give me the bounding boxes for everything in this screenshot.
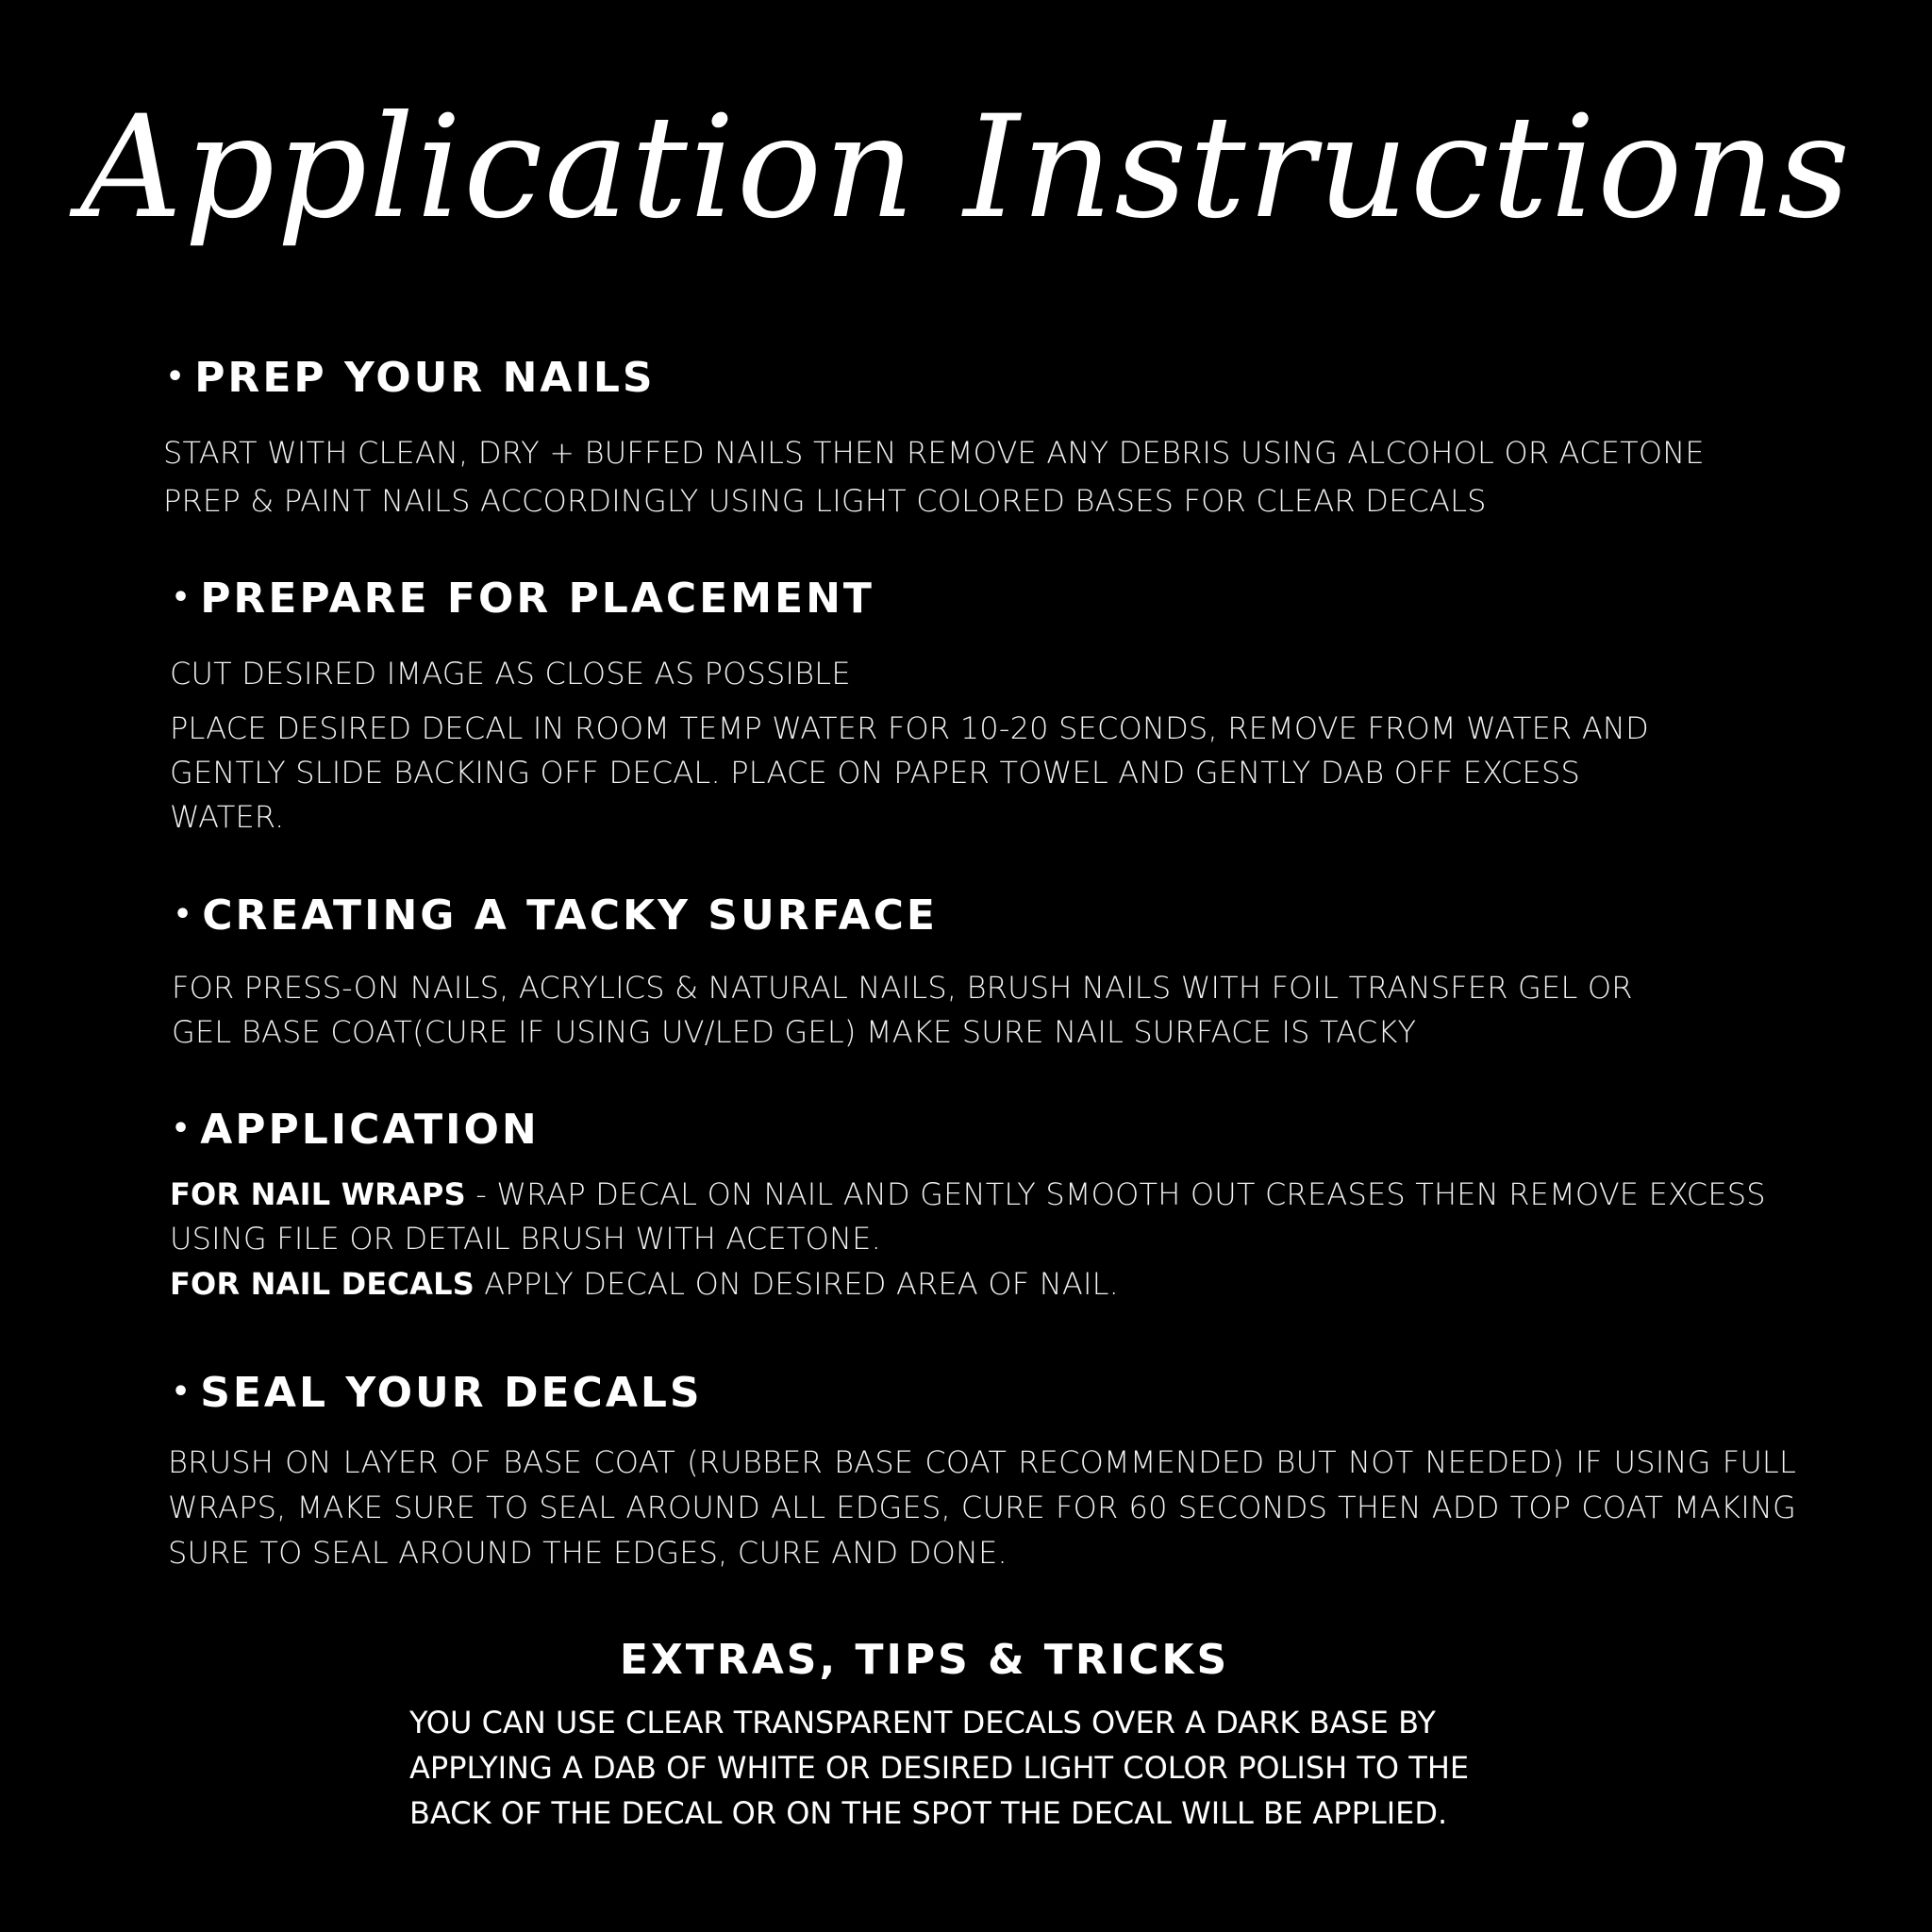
section-text-line: PLACE DESIRED DECAL IN ROOM TEMP WATER FOR 10-20 SECONDS, REMOVE FROM WATER AND xyxy=(170,710,1649,746)
nail-wraps-text: - WRAP DECAL ON NAIL AND GENTLY SMOOTH OUT CREASES THEN REMOVE EXCESS xyxy=(465,1176,1766,1212)
section-heading-text: PREP YOUR NAILS xyxy=(194,354,656,402)
section-text-line: WATER. xyxy=(170,799,285,835)
nail-wraps-text-continued: USING FILE OR DETAIL BRUSH WITH ACETONE. xyxy=(170,1221,881,1257)
section-heading-creating-a-tacky-surface xyxy=(174,891,938,941)
nail-decals-line xyxy=(170,1261,1119,1307)
bullet-icon: • xyxy=(174,898,195,931)
section-text-line: FOR PRESS-ON NAILS, ACRYLICS & NATURAL NAILS, BRUSH NAILS WITH FOIL TRANSFER GEL OR xyxy=(172,970,1633,1006)
section-heading-prep-your-nails xyxy=(166,353,656,403)
page-title: Application Instructions xyxy=(79,86,1853,250)
section-text-line: GEL BASE COAT(CURE IF USING UV/LED GEL) MAKE SURE NAIL SURFACE IS TACKY xyxy=(172,1014,1417,1050)
nail-wraps-label: FOR NAIL WRAPS xyxy=(170,1176,466,1212)
section-heading-text: PREPARE FOR PLACEMENT xyxy=(200,575,874,623)
section-heading-text: CREATING A TACKY SURFACE xyxy=(202,891,938,940)
section-text-line: GENTLY SLIDE BACKING OFF DECAL. PLACE ON PAPER TOWEL AND GENTLY DAB OFF EXCESS xyxy=(170,755,1580,791)
extras-text-line: BACK OF THE DECAL OR ON THE SPOT THE DECAL WILL BE APPLIED. xyxy=(409,1795,1448,1831)
section-heading-text: APPLICATION xyxy=(200,1106,540,1154)
extras-text-line: APPLYING A DAB OF WHITE OR DESIRED LIGHT COLOR POLISH TO THE xyxy=(409,1750,1470,1786)
section-text-line: CUT DESIRED IMAGE AS CLOSE AS POSSIBLE xyxy=(170,656,851,691)
bullet-icon: • xyxy=(172,1112,193,1145)
nail-decals-text: APPLY DECAL ON DESIRED AREA OF NAIL. xyxy=(474,1266,1119,1302)
section-heading-seal-your-decals xyxy=(172,1368,703,1418)
nail-decals-label: FOR NAIL DECALS xyxy=(170,1266,475,1302)
section-text-line: START WITH CLEAN, DRY + BUFFED NAILS THEN REMOVE ANY DEBRIS USING ALCOHOL OR ACETONE xyxy=(163,435,1705,471)
bullet-icon: • xyxy=(166,360,188,393)
extras-text xyxy=(409,1700,1469,1836)
section-heading-prepare-for-placement xyxy=(172,574,874,624)
section-text-line: PREP & PAINT NAILS ACCORDINGLY USING LIGHT COLORED BASES FOR CLEAR DECALS xyxy=(163,483,1487,519)
bullet-icon: • xyxy=(172,1375,193,1408)
extras-text-line: YOU CAN USE CLEAR TRANSPARENT DECALS OVER A DARK BASE BY xyxy=(409,1705,1436,1740)
section-heading-text: SEAL YOUR DECALS xyxy=(200,1369,703,1417)
bullet-icon: • xyxy=(172,581,193,614)
nail-wraps-line xyxy=(170,1172,1766,1217)
seal-your-decals-text: BRUSH ON LAYER OF BASE COAT (RUBBER BASE COAT RECOMMENDED BUT NOT NEEDED) IF USING FULL WRAPS, MAKE SURE TO SEAL AROUND ALL EDGES, CURE FOR 60 SECONDS THEN ADD TOP COAT MAKING SURE TO SEAL AROUND THE EDGES, CURE AND DONE. xyxy=(168,1444,1796,1571)
section-heading-application xyxy=(172,1105,540,1155)
extras-heading: EXTRAS, TIPS & TRICKS xyxy=(619,1636,1230,1684)
